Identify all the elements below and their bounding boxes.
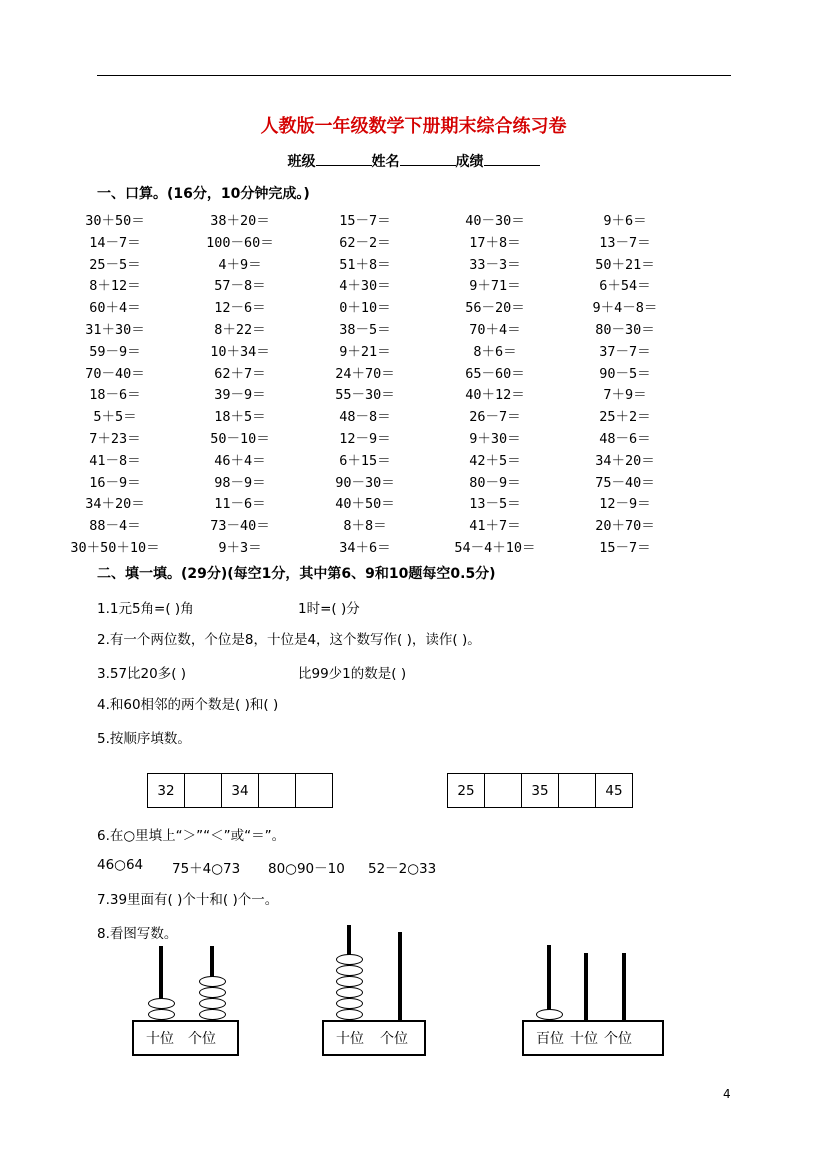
calc-item: 90－5＝ [599, 365, 651, 382]
sequence-box: 34 [222, 774, 259, 807]
abacus-bead [336, 998, 363, 1009]
calc-item: 4＋9＝ [218, 256, 262, 273]
calc-item: 33－3＝ [469, 256, 521, 273]
calc-item: 90－30＝ [335, 474, 395, 491]
question-1b: 1时=( )分 [298, 601, 360, 617]
calc-item: 46＋4＝ [214, 452, 266, 469]
class-label: 班级 [287, 154, 316, 170]
calc-row [90, 296, 690, 318]
abacus-bead [336, 976, 363, 987]
abacus-bead [336, 954, 363, 965]
calc-item: 6＋54＝ [599, 278, 651, 295]
sequence-box: 25 [448, 774, 485, 807]
calc-row [90, 514, 690, 536]
question-5: 5.按顺序填数。 [97, 731, 191, 747]
calc-item: 50＋21＝ [595, 256, 655, 273]
sequence-box: 45 [605, 782, 623, 799]
calc-item: 8＋8＝ [343, 518, 387, 535]
calc-item: 55－30＝ [335, 387, 395, 404]
question-6: 6.在○里填上“＞”“＜”或“＝”。 [97, 828, 286, 844]
calc-item: 9＋21＝ [339, 343, 391, 360]
abacus-bead [148, 998, 175, 1009]
calc-item: 4＋30＝ [339, 278, 391, 295]
sequence-box[interactable] [485, 774, 522, 807]
calc-item: 7＋9＝ [603, 387, 647, 404]
sequence-box[interactable] [559, 774, 596, 807]
sequence-box[interactable] [296, 774, 332, 807]
abacus-base [322, 1020, 426, 1056]
calc-row [70, 536, 690, 558]
calc-item: 12－6＝ [214, 300, 266, 317]
page-number: 4 [723, 1087, 731, 1101]
score-blank[interactable] [484, 153, 540, 166]
calc-item: 62＋7＝ [214, 365, 266, 382]
calc-item: 40＋50＝ [335, 496, 395, 513]
section1-heading: 一、口算。(16分，10分钟完成。) [97, 186, 310, 202]
calc-item: 80－30＝ [595, 321, 655, 338]
calc-item: 13－5＝ [469, 496, 521, 513]
calc-item: 73－40＝ [210, 518, 270, 535]
calc-item: 80－9＝ [469, 474, 521, 491]
calc-item: 41＋7＝ [469, 518, 521, 535]
calc-item: 11－6＝ [214, 496, 266, 513]
calc-row [90, 340, 690, 362]
calc-item: 25－5＝ [89, 256, 141, 273]
question-7: 7.39里面有( )个十和( )个一。 [97, 892, 279, 908]
calc-item: 18－6＝ [89, 387, 141, 404]
question-2: 2.有一个两位数，个位是8，十位是4，这个数写作( )，读作( )。 [97, 632, 481, 648]
question-1a: 1.1元5角=( )角 [97, 601, 194, 617]
abacus-bead [336, 987, 363, 998]
calc-row [85, 492, 690, 514]
calc-item: 57－8＝ [214, 278, 266, 295]
calc-item: 8＋6＝ [473, 343, 517, 360]
score-label: 成绩 [455, 154, 484, 170]
calc-item: 40＋12＝ [465, 387, 525, 404]
abacus-label-ones: 个位 [188, 1031, 216, 1047]
abacus-rod-tens [584, 953, 588, 1020]
section2-heading: 二、填一填。(29分)(每空1分，其中第6、9和10题每空0.5分) [97, 566, 496, 582]
calc-item: 31＋30＝ [85, 321, 145, 338]
calc-item: 48－6＝ [599, 430, 651, 447]
name-blank[interactable] [400, 153, 456, 166]
calc-row [90, 383, 690, 405]
calc-item: 26－7＝ [469, 409, 521, 426]
header-rule [97, 75, 731, 76]
calc-item: 39－9＝ [214, 387, 266, 404]
calc-item: 48－8＝ [339, 409, 391, 426]
abacus-bead [148, 1009, 175, 1020]
student-info-line [0, 151, 827, 171]
calc-item: 34＋6＝ [339, 539, 391, 556]
question-6-item: 52－2○33 [368, 861, 437, 877]
sequence-boxes-1 [147, 773, 333, 808]
calc-row [90, 405, 690, 427]
abacus-base [132, 1020, 239, 1056]
calc-item: 10＋34＝ [210, 343, 270, 360]
calc-row [90, 274, 690, 296]
abacus-label-ones: 个位 [604, 1031, 632, 1047]
calc-item: 12－9＝ [339, 430, 391, 447]
calc-row [85, 318, 690, 340]
calc-item: 98－9＝ [214, 474, 266, 491]
calc-item: 18＋5＝ [214, 409, 266, 426]
calc-item: 100－60＝ [206, 234, 274, 251]
sequence-box: 35 [522, 774, 559, 807]
calc-row [90, 231, 690, 253]
calc-item: 9＋30＝ [469, 430, 521, 447]
name-label: 姓名 [371, 154, 400, 170]
abacus-label-tens: 十位 [570, 1031, 598, 1047]
calc-item: 38＋20＝ [210, 213, 270, 229]
calc-item: 9＋3＝ [218, 539, 262, 556]
calc-item: 13－7＝ [599, 234, 651, 251]
calc-item: 25＋2＝ [599, 409, 651, 426]
calc-item: 14－7＝ [89, 234, 141, 251]
calc-item: 50－10＝ [210, 430, 270, 447]
question-3a: 3.57比20多( ) [97, 666, 187, 682]
calc-item: 6＋15＝ [339, 452, 391, 469]
calc-item: 12－9＝ [599, 496, 651, 513]
abacus-bead [199, 976, 226, 987]
calc-item: 70＋4＝ [469, 321, 521, 338]
calc-item: 51＋8＝ [339, 256, 391, 273]
abacus-label-ones: 个位 [380, 1031, 408, 1047]
question-6-item: 75＋4○73 [172, 861, 241, 877]
calc-item: 30＋50＝ [85, 213, 145, 229]
sequence-box[interactable] [185, 774, 222, 807]
abacus-label-hundreds: 百位 [536, 1031, 564, 1047]
question-4: 4.和60相邻的两个数是( )和( ) [97, 697, 279, 713]
calc-item: 24＋70＝ [335, 365, 395, 382]
calc-item: 38－5＝ [339, 321, 391, 338]
calc-item: 62－2＝ [339, 234, 391, 251]
calc-item: 15－7＝ [339, 213, 391, 229]
calc-row [90, 471, 690, 493]
question-6-item: 80○90－10 [268, 861, 345, 877]
abacus-base [522, 1020, 664, 1056]
abacus-bead [199, 987, 226, 998]
calc-item: 15－7＝ [599, 539, 651, 556]
calc-item: 8＋12＝ [89, 278, 141, 295]
calc-item: 60＋4＝ [89, 300, 141, 317]
calc-row [85, 209, 690, 231]
calc-item: 0＋10＝ [339, 300, 391, 317]
calc-item: 88－4＝ [89, 518, 141, 535]
calc-item: 9＋6＝ [603, 213, 647, 229]
abacus-label-tens: 十位 [146, 1031, 174, 1047]
abacus-bead [536, 1009, 563, 1020]
calc-row [90, 449, 690, 471]
calc-item: 40－30＝ [465, 213, 525, 229]
calc-item: 65－60＝ [465, 365, 525, 382]
calc-item: 30＋50＋10＝ [70, 539, 160, 556]
calc-item: 56－20＝ [465, 300, 525, 317]
calc-item: 16－9＝ [89, 474, 141, 491]
sequence-boxes-2 [447, 773, 633, 808]
question-3b: 比99少1的数是( ) [298, 666, 407, 682]
calc-row [90, 427, 690, 449]
calc-item: 17＋8＝ [469, 234, 521, 251]
calc-item: 7＋23＝ [89, 430, 141, 447]
abacus-bead [336, 1009, 363, 1020]
calc-item: 5＋5＝ [93, 409, 137, 426]
calc-item: 41－8＝ [89, 452, 141, 469]
abacus-bead [199, 998, 226, 1009]
question-8: 8.看图写数。 [97, 926, 178, 942]
calc-item: 8＋22＝ [214, 321, 266, 338]
calc-item: 75－40＝ [595, 474, 655, 491]
abacus-rod-ones [622, 953, 626, 1020]
calc-item: 9＋4－8＝ [592, 300, 658, 317]
abacus-bead [336, 965, 363, 976]
calc-row [90, 253, 690, 275]
calc-item: 54－4＋10＝ [454, 539, 536, 556]
abacus-bead [199, 1009, 226, 1020]
abacus-rod-ones [398, 932, 402, 1020]
calc-item: 42＋5＝ [469, 452, 521, 469]
calc-item: 37－7＝ [599, 343, 651, 360]
calc-item: 59－9＝ [89, 343, 141, 360]
abacus-label-tens: 十位 [336, 1031, 364, 1047]
calc-item: 34＋20＝ [85, 496, 145, 513]
sequence-box: 32 [148, 774, 185, 807]
sequence-box[interactable] [259, 774, 296, 807]
question-6-item: 46○64 [97, 857, 144, 873]
calc-item: 70－40＝ [85, 365, 145, 382]
mental-math-grid [70, 209, 690, 558]
calc-row [85, 362, 690, 384]
calc-item: 34＋20＝ [595, 452, 655, 469]
calc-item: 20＋70＝ [595, 518, 655, 535]
class-blank[interactable] [316, 153, 372, 166]
page-title: 人教版一年级数学下册期末综合练习卷 [260, 116, 567, 137]
calc-item: 9＋71＝ [469, 278, 521, 295]
